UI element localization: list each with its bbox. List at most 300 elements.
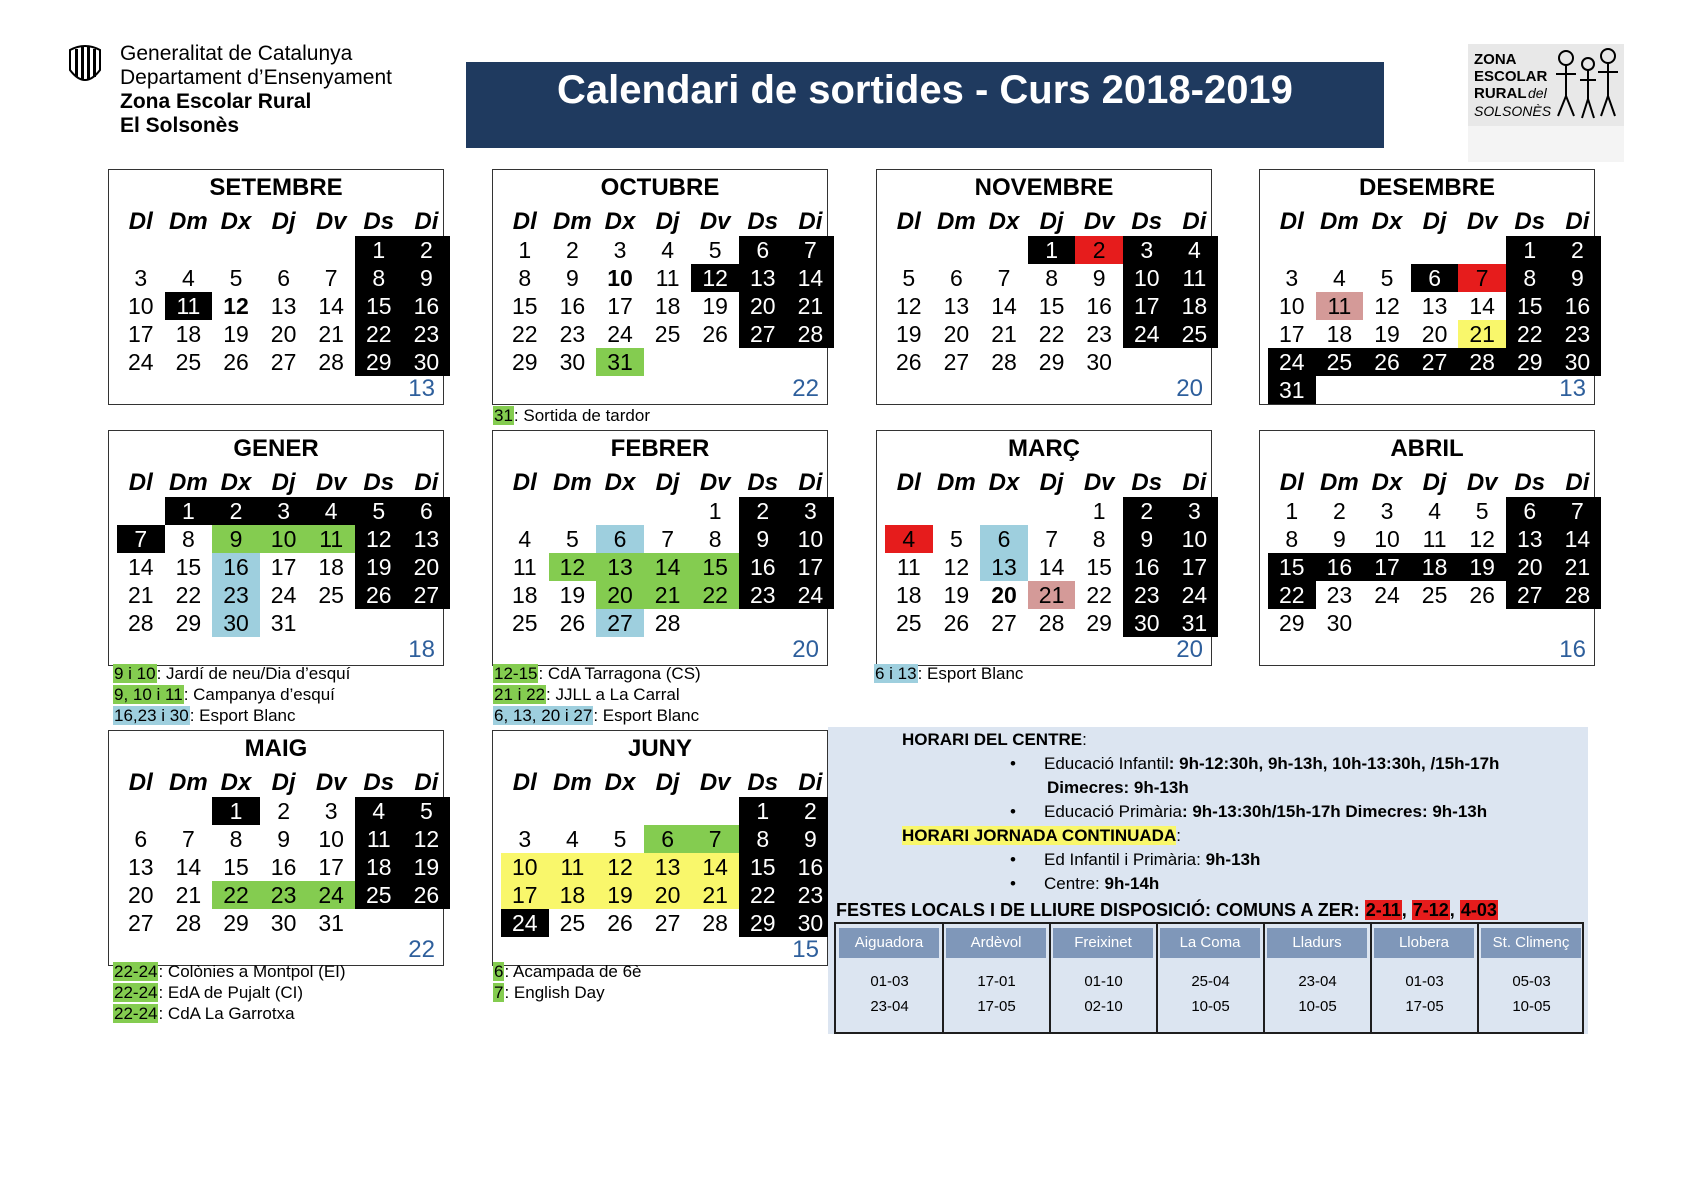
weekday-header: [117, 769, 450, 797]
day-cell: 10: [607, 265, 633, 291]
day-cell: 5: [902, 265, 916, 291]
festes-table: [834, 922, 1584, 1034]
note-key: 6 i 13: [875, 664, 917, 683]
day-cell: 23: [1086, 321, 1112, 347]
day-cell: 15: [1268, 553, 1316, 581]
day-cell: 12: [223, 293, 249, 319]
festes-date: 05-03: [1512, 973, 1551, 990]
day-cell: 4: [885, 525, 933, 553]
day-cell: 4: [307, 497, 355, 525]
weekday-header: [885, 469, 1218, 497]
day-cell: 16: [403, 292, 451, 320]
day-cell: 1: [355, 236, 403, 264]
day-cell: 23: [260, 881, 308, 909]
day-cell: 7: [1045, 526, 1058, 552]
day-cell: 18: [654, 293, 681, 319]
day-cell: 4: [661, 237, 674, 263]
day-cell: 2: [403, 236, 451, 264]
org-text: [120, 42, 392, 138]
day-cell: 24: [1123, 320, 1171, 348]
weekday-label: Dl: [512, 208, 537, 235]
weekday-header: [117, 469, 450, 497]
day-cell: 18: [355, 853, 403, 881]
horari-primaria-value: : 9h-13:30h/15h-17h Dimecres: 9h-13h: [1181, 802, 1488, 821]
day-cell: 15: [512, 293, 538, 319]
day-cell: 16: [1316, 553, 1364, 581]
weekday-label: Dj: [271, 469, 296, 496]
day-cell: 27: [991, 610, 1017, 636]
weekday-label: Dx: [220, 769, 252, 796]
day-cell: 7: [661, 526, 674, 552]
day-cell: 11: [165, 292, 213, 320]
day-cell: 7: [1458, 264, 1506, 292]
day-cell: 26: [896, 349, 922, 375]
day-cell: 24: [1374, 582, 1400, 608]
day-cell: 9: [212, 525, 260, 553]
day-cell: 28: [175, 910, 202, 936]
day-cell: 5: [229, 265, 243, 291]
day-cell: 29: [1279, 610, 1305, 636]
day-cell: 6: [949, 265, 963, 291]
zer-logo: [1468, 44, 1624, 162]
day-cell: 26: [559, 610, 586, 636]
day-cell: 21: [644, 581, 692, 609]
day-cell: 15: [1086, 554, 1112, 580]
note-text: : Esport Blanc: [917, 664, 1024, 683]
day-cell: 16: [212, 553, 260, 581]
weekday-label: Dl: [512, 769, 537, 796]
day-cell: 20: [1506, 553, 1554, 581]
day-cell: 5: [613, 826, 627, 852]
day-cell: 10: [1123, 264, 1171, 292]
weekday-label: Dl: [896, 469, 921, 496]
day-cell: 11: [355, 825, 403, 853]
day-cell: 22: [512, 321, 538, 347]
day-cell: 10: [1374, 526, 1400, 552]
day-cell: 18: [1171, 292, 1219, 320]
school-days-total: 22: [408, 936, 435, 963]
month-title: NOVEMBRE: [974, 174, 1114, 201]
day-cell: 6: [403, 497, 451, 525]
day-cell: 17: [128, 321, 154, 347]
month-desembre: [1259, 169, 1595, 405]
school-days-total: 20: [1176, 636, 1203, 663]
day-cell: 2: [212, 497, 260, 525]
day-cell: 9: [1332, 526, 1346, 552]
day-cell: 8: [181, 526, 195, 552]
month-juny: [492, 730, 828, 966]
day-cell: 6: [980, 525, 1028, 553]
day-cell: 23: [559, 321, 586, 347]
day-cell: 18: [896, 582, 922, 608]
weekday-label: Di: [1565, 469, 1590, 496]
day-cell: 19: [943, 582, 970, 608]
day-cell: 9: [565, 265, 579, 291]
day-cell: 19: [559, 582, 586, 608]
day-cell: 8: [1045, 265, 1058, 291]
day-cell: 10: [128, 293, 154, 319]
note-key: 6: [494, 962, 504, 981]
weekday-label: Dj: [1039, 469, 1064, 496]
weekday-label: Ds: [747, 208, 779, 235]
bullet: •: [1010, 850, 1016, 869]
day-cell: 4: [355, 797, 403, 825]
festes-column: [1371, 924, 1478, 1032]
festes-date: 17-01: [977, 973, 1016, 990]
festes-town-header: Llobera: [1374, 928, 1474, 958]
note-line: [493, 663, 701, 684]
weekday-label: Dm: [169, 208, 208, 235]
day-cell: 1: [1506, 236, 1554, 264]
horari-infantil-label: Educació Infantil: [1044, 754, 1169, 773]
day-grid: [117, 236, 450, 376]
day-cell: 24: [128, 349, 154, 375]
day-cell: 4: [565, 826, 579, 852]
day-cell: 20: [1421, 321, 1448, 347]
festes-column: [1264, 924, 1371, 1032]
day-cell: 13: [739, 264, 787, 292]
day-cell: 28: [128, 610, 154, 636]
day-cell: 4: [181, 265, 195, 291]
day-cell: 20: [739, 292, 787, 320]
day-cell: 12: [355, 525, 403, 553]
school-days-total: 13: [408, 375, 435, 402]
day-cell: 23: [1554, 320, 1602, 348]
month-title: OCTUBRE: [600, 174, 720, 201]
weekday-label: Ds: [1514, 469, 1546, 496]
weekday-label: Dj: [655, 208, 680, 235]
day-cell: 29: [512, 349, 538, 375]
month-setembre: [108, 169, 444, 405]
day-cell: 6: [1506, 497, 1554, 525]
note-key: 22-24: [114, 1004, 158, 1023]
day-cell: 3: [518, 826, 532, 852]
day-cell: 17: [1171, 553, 1219, 581]
festes-column: [836, 924, 943, 1032]
day-cell: 20: [596, 581, 644, 609]
day-cell: 2: [1123, 497, 1171, 525]
horari-centre: [1010, 873, 1159, 895]
day-cell: 3: [613, 237, 627, 263]
day-cell: 14: [991, 293, 1017, 319]
day-cell: 9: [1554, 264, 1602, 292]
note-key: 16,23 i 30: [114, 706, 189, 725]
day-cell: 28: [1038, 610, 1065, 636]
day-cell: 30: [787, 909, 835, 937]
note-line: [113, 1003, 346, 1024]
festes-date: 17-05: [1405, 998, 1444, 1015]
day-cell: 19: [355, 553, 403, 581]
weekday-label: Dx: [988, 469, 1020, 496]
note-line: [113, 663, 350, 684]
day-cell: 6: [134, 826, 148, 852]
day-cell: 23: [739, 581, 787, 609]
day-cell: 25: [512, 610, 538, 636]
notes-febrer: [493, 663, 701, 726]
festes-column-divider: [1263, 924, 1265, 1032]
bullet: •: [1010, 802, 1016, 821]
horari-infantil-value: : 9h-12:30h, 9h-13h, 10h-13:30h, /15h-17h: [1168, 754, 1500, 773]
notes-octubre: [493, 405, 650, 426]
org-line-zer: Zona Escolar Rural: [120, 90, 312, 113]
day-cell: 2: [787, 797, 835, 825]
day-cell: 13: [644, 853, 692, 881]
day-cell: 16: [270, 854, 297, 880]
day-cell: 30: [1086, 349, 1112, 375]
day-cell: 17: [787, 553, 835, 581]
note-text: : English Day: [504, 983, 605, 1002]
day-cell: 7: [997, 265, 1011, 291]
day-cell: 31: [270, 610, 297, 636]
day-cell: 7: [117, 525, 165, 553]
day-cell: 16: [1086, 293, 1112, 319]
day-cell: 18: [1326, 321, 1353, 347]
day-cell: 10: [260, 525, 308, 553]
day-cell: 26: [403, 881, 451, 909]
weekday-label: Dx: [604, 769, 636, 796]
weekday-label: Dj: [655, 469, 680, 496]
festa-comuna-chip: 7-12: [1412, 900, 1449, 920]
day-cell: 23: [1123, 581, 1171, 609]
weekday-label: Di: [798, 769, 823, 796]
horari-title-colon: :: [1082, 730, 1087, 749]
day-cell: 20: [943, 321, 970, 347]
note-text: : Colònies a Montpol (EI): [158, 962, 346, 981]
weekday-label: Dm: [1320, 208, 1359, 235]
org-line-departament: Departament d’Ensenyament: [120, 66, 392, 89]
note-text: : Esport Blanc: [593, 706, 700, 725]
note-text: : CdA Tarragona (CS): [538, 664, 701, 683]
horari-infantil: [1010, 753, 1499, 775]
weekday-label: Dv: [699, 208, 731, 235]
day-cell: 23: [1326, 582, 1353, 608]
day-cell: 26: [1363, 348, 1411, 376]
day-cell: 3: [1285, 265, 1299, 291]
logo-word-escolar: ESCOLAR: [1474, 68, 1548, 85]
day-cell: 23: [212, 581, 260, 609]
day-cell: 5: [1475, 498, 1489, 524]
festa-comuna-chip: 4-03: [1460, 900, 1497, 920]
day-cell: 1: [1092, 498, 1106, 524]
weekday-label: Dv: [1466, 469, 1498, 496]
day-cell: 12: [403, 825, 451, 853]
org-line-generalitat: Generalitat de Catalunya: [120, 42, 353, 65]
day-cell: 25: [318, 582, 344, 608]
day-cell: 3: [1123, 236, 1171, 264]
weekday-header: [501, 208, 834, 236]
note-key: 31: [494, 406, 513, 425]
day-cell: 16: [739, 553, 787, 581]
day-cell: 11: [512, 554, 537, 580]
day-cell: 21: [787, 292, 835, 320]
weekday-label: Dj: [1422, 469, 1447, 496]
day-cell: 8: [739, 825, 787, 853]
day-cell: 26: [943, 610, 970, 636]
day-cell: 6: [277, 265, 290, 291]
weekday-label: Dv: [1083, 208, 1115, 235]
day-cell: 11: [1422, 526, 1447, 552]
day-cell: 27: [270, 349, 297, 375]
day-grid: [1268, 497, 1601, 637]
weekday-label: Di: [414, 208, 439, 235]
month-marc: [876, 430, 1212, 666]
month-title: GENER: [233, 435, 319, 462]
festes-date: 10-05: [1298, 998, 1337, 1015]
note-text: : Campanya d’esquí: [183, 685, 335, 704]
day-cell: 20: [644, 881, 692, 909]
day-grid: [117, 797, 450, 937]
day-cell: 20: [270, 321, 297, 347]
day-cell: 6: [596, 525, 644, 553]
day-cell: 21: [175, 882, 202, 908]
day-grid: [885, 236, 1218, 376]
day-cell: 30: [1326, 610, 1353, 636]
day-cell: 9: [787, 825, 835, 853]
day-cell: 17: [501, 881, 549, 909]
weekday-label: Dj: [271, 208, 296, 235]
day-cell: 22: [739, 881, 787, 909]
day-cell: 29: [223, 910, 249, 936]
day-cell: 2: [565, 237, 579, 263]
day-cell: 7: [324, 265, 338, 291]
day-cell: 15: [1038, 293, 1065, 319]
day-cell: 22: [691, 581, 739, 609]
day-cell: 18: [318, 554, 344, 580]
notes-maig: [113, 961, 346, 1024]
weekday-header: [1268, 208, 1601, 236]
day-cell: 24: [501, 909, 549, 937]
day-cell: 21: [1554, 553, 1602, 581]
day-cell: 12: [896, 293, 922, 319]
school-days-total: 22: [792, 375, 819, 402]
day-cell: 5: [403, 797, 451, 825]
day-cell: 9: [277, 826, 290, 852]
logo-word-solsones: SOLSONÈS: [1474, 103, 1552, 119]
note-text: : JJLL a La Carral: [546, 685, 680, 704]
festes-date: 25-04: [1191, 973, 1230, 990]
day-cell: 11: [1316, 292, 1364, 320]
weekday-label: Dl: [128, 469, 153, 496]
day-cell: 8: [229, 826, 243, 852]
horari-title: HORARI DEL CENTRE: [902, 730, 1083, 749]
day-cell: 26: [702, 321, 728, 347]
weekday-label: Dv: [1466, 208, 1498, 235]
day-cell: 19: [403, 853, 451, 881]
notes-marc: [874, 663, 1023, 684]
festes-column-divider: [1477, 924, 1479, 1032]
day-cell: 7: [181, 826, 195, 852]
notes-gener: [113, 663, 350, 726]
day-cell: 14: [691, 853, 739, 881]
weekday-label: Dj: [271, 769, 296, 796]
festes-town-header: La Coma: [1160, 928, 1260, 958]
weekday-label: Dx: [604, 469, 636, 496]
weekday-label: Ds: [363, 469, 395, 496]
day-cell: 8: [1092, 526, 1106, 552]
day-cell: 9: [403, 264, 451, 292]
day-cell: 19: [896, 321, 922, 347]
page-title: Calendari de sortides - Curs 2018-2019: [466, 62, 1384, 148]
festes-column: [1478, 924, 1585, 1032]
day-cell: 15: [691, 553, 739, 581]
weekday-label: Dl: [896, 208, 921, 235]
horari-continuada-colon: :: [1176, 826, 1181, 845]
festes-date: 17-05: [977, 998, 1016, 1015]
day-cell: 19: [596, 881, 644, 909]
day-cell: 28: [1554, 581, 1602, 609]
note-line: [493, 961, 642, 982]
day-cell: 12: [1374, 293, 1400, 319]
school-days-total: 20: [792, 636, 819, 663]
day-cell: 6: [739, 236, 787, 264]
day-cell: 13: [596, 553, 644, 581]
festes-locals-title: FESTES LOCALS I DE LLIURE DISPOSICIÓ: COMUNS A ZER: 2-11, 7-12, 4-03: [836, 900, 1497, 920]
day-cell: 19: [1374, 321, 1400, 347]
festes-column-divider: [1156, 924, 1158, 1032]
day-cell: 6: [644, 825, 692, 853]
day-cell: 27: [654, 910, 681, 936]
weekday-label: Dj: [1422, 208, 1447, 235]
note-text: : CdA La Garrotxa: [158, 1004, 295, 1023]
day-cell: 29: [175, 610, 202, 636]
horari-ed-value: 9h-13h: [1205, 850, 1261, 869]
note-line: [113, 961, 346, 982]
day-cell: 18: [549, 881, 597, 909]
logo-word-rural: RURAL: [1474, 85, 1527, 102]
horari-continuada-line: [902, 825, 1181, 847]
festes-date: 10-05: [1191, 998, 1230, 1015]
month-title: DESEMBRE: [1358, 174, 1496, 201]
festes-title-text: FESTES LOCALS I DE LLIURE DISPOSICIÓ: COMUNS A ZER:: [836, 900, 1365, 920]
day-cell: 13: [980, 553, 1028, 581]
day-cell: 26: [223, 349, 249, 375]
day-cell: 10: [501, 853, 549, 881]
month-title: FEBRER: [610, 435, 710, 462]
day-cell: 21: [691, 881, 739, 909]
weekday-header: [1268, 469, 1601, 497]
festes-date: 10-05: [1512, 998, 1551, 1015]
day-cell: 11: [307, 525, 355, 553]
day-cell: 1: [518, 237, 532, 263]
day-cell: 29: [1086, 610, 1112, 636]
day-cell: 26: [355, 581, 403, 609]
note-text: : Sortida de tardor: [513, 406, 650, 425]
day-cell: 10: [1171, 525, 1219, 553]
day-cell: 16: [787, 853, 835, 881]
festes-column: [1157, 924, 1264, 1032]
month-title: SETEMBRE: [209, 174, 343, 201]
day-cell: 21: [1458, 320, 1506, 348]
day-cell: 24: [787, 581, 835, 609]
day-cell: 8: [1506, 264, 1554, 292]
day-cell: 8: [708, 526, 722, 552]
day-grid: [501, 236, 834, 376]
org-line-solsones: El Solsonès: [120, 114, 240, 137]
weekday-label: Dm: [1320, 469, 1359, 496]
horari-primaria: [1010, 801, 1487, 823]
weekday-label: Dl: [128, 208, 153, 235]
day-cell: 13: [1421, 293, 1448, 319]
day-cell: 30: [1123, 609, 1171, 637]
day-cell: 7: [691, 825, 739, 853]
note-line: [493, 684, 701, 705]
logo-word-del: del: [1528, 85, 1547, 101]
day-cell: 2: [739, 497, 787, 525]
month-title: MARÇ: [1008, 435, 1080, 462]
day-cell: 27: [596, 609, 644, 637]
day-grid: [501, 797, 834, 937]
day-cell: 16: [1554, 292, 1602, 320]
